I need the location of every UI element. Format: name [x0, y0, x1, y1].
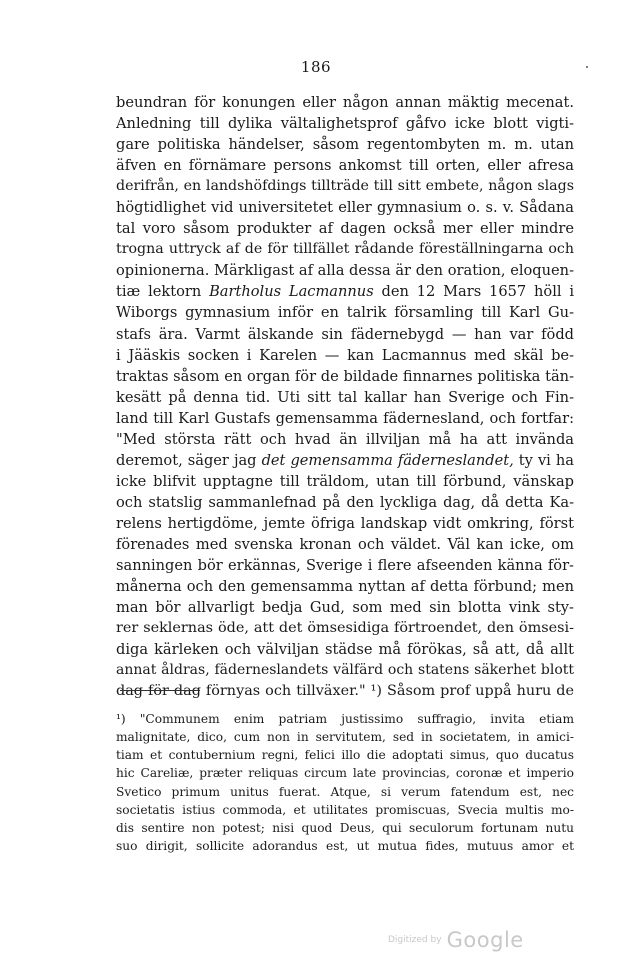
body-line: derifrån, en landshöfdings tillträde till sitt embete, någon slags — [116, 178, 574, 195]
footnote-line: Svetico primum unitus fuerat. Atque, si verum fatendum est, nec — [116, 784, 574, 799]
body-line: relens hertigdöme, jemte öfriga landskap vidt omkring, först — [116, 514, 574, 532]
body-line: Anledning till dylika vältalighetsprof gåfvo icke blott vigti- — [116, 115, 574, 133]
footnote-line: hic Careliæ, præter reliquas circum late provincias, coronæ et imperio — [116, 766, 574, 781]
page-number: 186 — [300, 58, 332, 76]
footnote-line: tiam et contubernium regni, felici illo die adoptati simus, quo ducatus — [116, 748, 574, 763]
google-logo-text: Google — [446, 928, 524, 952]
body-line: gare politiska händelser, såsom regentombyten m. m. utan — [116, 136, 574, 154]
italic-phrase: Bartholus Lacmannus — [209, 283, 374, 301]
body-text — [116, 92, 574, 702]
body-line: man bör allvarligt bedja Gud, som med sin blotta vink sty- — [116, 599, 574, 617]
body-line: i Jääskis socken i Karelen — kan Lacmannus med skäl be- — [116, 346, 574, 364]
body-line: deremot, säger jag det gemensamma fäderneslandet, ty vi ha — [116, 451, 574, 469]
body-line: rer seklernas öde, att det ömsesidiga förtroendet, den ömsesi- — [116, 620, 574, 637]
body-line: dag för dag förnyas och tillväxer." ¹) Såsom prof uppå huru de — [116, 683, 574, 700]
footnote-line: malignitate, dico, cum non in servitutem, sed in societatem, in amici- — [116, 730, 574, 745]
google-watermark — [388, 928, 524, 952]
body-line: tiæ lektorn Bartholus Lacmannus den 12 Mars 1657 höll i — [116, 283, 574, 301]
body-line: och statslig sammanlefnad på den lyckliga dag, då detta Ka- — [116, 493, 574, 511]
watermark-prefix: Digitized by — [388, 935, 442, 945]
footnote-line: suo dirigit, sollicite adorandus est, ut mutua fides, mutuus amor et — [116, 838, 574, 853]
body-line: förenades med svenska kronan och väldet. Väl kan icke, om — [116, 535, 574, 553]
footnote-line: ¹) "Communem enim patriam justissimo suffragio, invita etiam — [116, 712, 574, 726]
body-line: äfven en förnämare persons ankomst till orten, eller afresa — [116, 157, 574, 175]
body-line: traktas såsom en organ för de bildade finnarnes politiska tän- — [116, 367, 574, 385]
footnote — [116, 710, 574, 855]
footnote-divider — [120, 690, 200, 691]
body-line: trogna uttryck af de för tillfället rådande föreställningarna och — [116, 241, 574, 258]
body-line: tal voro såsom produkter af dagen också mer eller mindre — [116, 220, 574, 238]
body-line: Wiborgs gymnasium inför en talrik församling till Karl Gu- — [116, 304, 574, 322]
body-line: icke blifvit upptagne till träldom, utan till förbund, vänskap — [116, 472, 574, 490]
body-line: kesätt på denna tid. Uti sitt tal kallar han Sverige och Fin- — [116, 388, 574, 406]
body-line: opinionerna. Märkligast af alla dessa är den oration, eloquen- — [116, 262, 574, 280]
body-line: månerna och den gemensamma nyttan af detta förbund; men — [116, 578, 574, 596]
body-line: sanningen bör erkännas, Sverige i flere afseenden känna för- — [116, 557, 574, 575]
body-line: "Med största rätt och hvad än illviljan må ha att invända — [116, 430, 574, 448]
body-line: högtidlighet vid universitetet eller gymnasium o. s. v. Sådana — [116, 199, 574, 217]
italic-phrase: det gemensamma fäderneslandet, — [261, 451, 514, 469]
body-line: diga kärleken och välviljan städse må förökas, så att, då allt — [116, 641, 574, 659]
body-line: beundran för konungen eller någon annan mäktig mecenat. — [116, 94, 574, 111]
body-line: stafs ära. Varmt älskande sin fädernebygd — han var född — [116, 325, 574, 343]
footnote-line: dis sentire non potest; nisi quod Deus, qui seculorum fortunam nutu — [116, 820, 574, 835]
footnote-line: societatis istius commoda, et utilitates promiscuas, Svecia multis mo- — [116, 802, 574, 817]
body-line: land till Karl Gustafs gemensamma fädernesland, och fortfar: — [116, 409, 574, 427]
stray-mark — [586, 66, 588, 68]
body-line: annat åldras, fäderneslandets välfärd och statens säkerhet blott — [116, 662, 574, 679]
